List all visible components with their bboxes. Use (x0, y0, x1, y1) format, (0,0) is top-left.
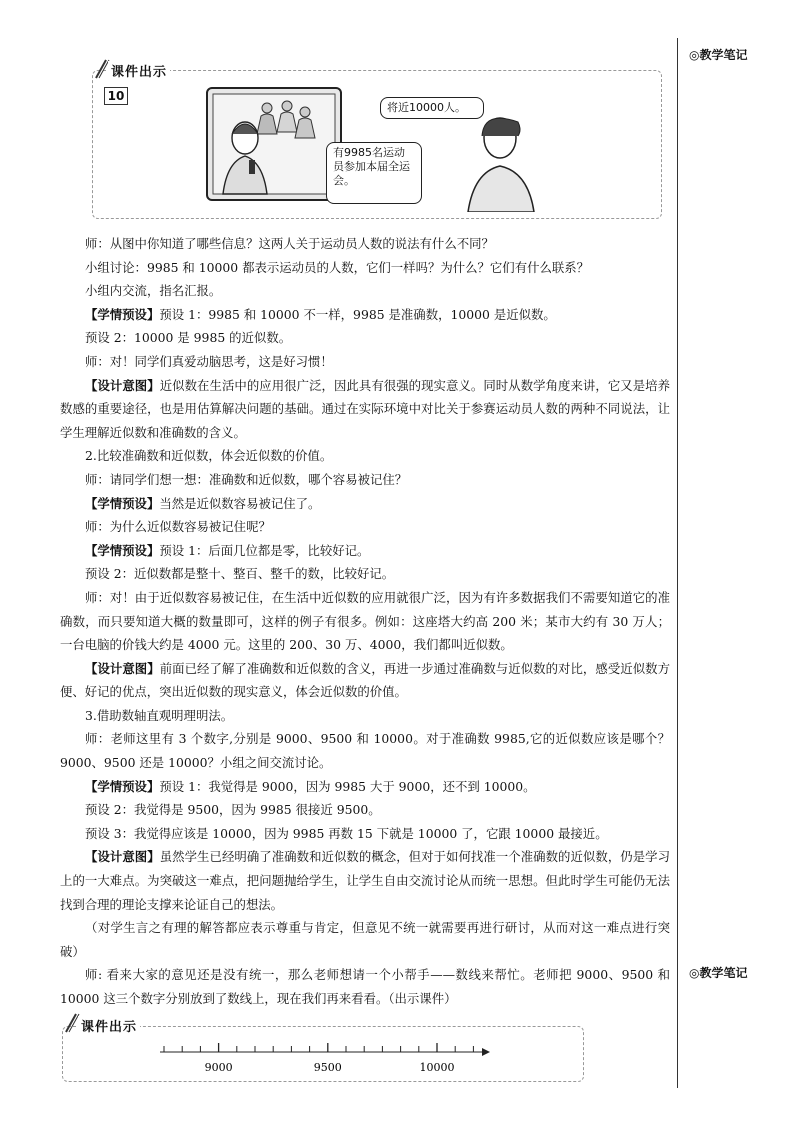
paragraph-text: 预设 1：9985 和 10000 不一样，9985 是准确数，10000 是近似数。 (159, 306, 556, 322)
paragraph-text: 前面已经了解了准确数和近似数的含义，再进一步通过准确数与近似数的对比，感受近似数方便、好记的优点，突出近似数的现实意义，体会近似数的价值。 (60, 660, 671, 700)
paragraph (60, 562, 670, 586)
paragraph (60, 775, 670, 799)
paragraph-text: 2.比较准确数和近似数，体会近似数的价值。 (85, 448, 333, 464)
paragraph (60, 916, 670, 963)
lesson-content (60, 232, 670, 1011)
speech-bubble-reporter: 有9985名运动员参加本届全运会。 (326, 142, 422, 204)
paragraph-text: 师：对！由于近似数容易被记住，在生活中近似数的应用就很广泛，因为有许多数据我们不需要知道它的准确数，而只要知道大概的数量即可，这样的例子有很多。例如：这座塔大约高 200 米；某市大约有 30 万人；一台电脑的价钱大约是 4000 元。这里的 200、30 万、4000，我们都叫近似数。 (60, 589, 670, 653)
paragraph (60, 515, 670, 539)
paragraph (60, 232, 670, 256)
paragraph-text: 虽然学生已经明确了准确数和近似数的概念，但对于如何找准一个准确数的近似数，仍是学习上的一大难点。为突破这一难点，把问题抛给学生，让学生自由交流讨论从而统一思想。但此时学生可能仍无法找到合理的理论支撑来论证自己的想法。 (60, 849, 671, 912)
paragraph-text: （对学生言之有理的解答都应表示尊重与肯定，但意见不统一就需要再进行研讨，从而对这一难点进行突破） (60, 920, 670, 959)
paragraph-text: 预设 2：近似数都是整十、整百、整千的数，比较好记。 (85, 566, 395, 582)
paragraph-text: 师：从图中你知道了哪些信息？这两人关于运动员人数的说法有什么不同？ (85, 236, 494, 251)
paragraph (60, 350, 670, 374)
paragraph (60, 539, 670, 563)
paragraph (60, 468, 670, 492)
paragraph-tag: 【学情预设】 (85, 542, 160, 558)
paragraph (60, 657, 670, 704)
paragraph-text: 当然是近似数容易被记住了。 (159, 495, 321, 511)
paragraph (60, 704, 670, 728)
number-line (150, 1036, 495, 1076)
paragraph-tag: 【学情预设】 (85, 778, 160, 794)
paragraph-text: 小组讨论：9985 和 10000 都表示运动员的人数，它们一样吗？为什么？它们有什么联系？ (85, 259, 590, 275)
paragraph (60, 822, 670, 846)
paragraph-tag: 【设计意图】 (85, 377, 160, 393)
paragraph (60, 444, 670, 468)
paragraph-text: 近似数在生活中的应用很广泛，因此具有很强的现实意义。同时从数学角度来讲，它又是培养数感的重要途径，也是用估算解决问题的基础。通过在实际环境中对比关于参赛运动员人数的两种不同说法，让学生理解近似数和准确数的含义。 (60, 377, 671, 440)
number-line-label: 9500 (313, 1061, 342, 1074)
paragraph (60, 492, 670, 516)
paragraph-tag: 【设计意图】 (85, 849, 160, 865)
paragraph-tag: 【学情预设】 (85, 306, 160, 322)
paragraph (60, 845, 670, 916)
teaching-notes-label: ◎教学笔记 (689, 48, 748, 62)
paragraph (60, 256, 670, 280)
number-line-label: 10000 (419, 1061, 455, 1074)
paragraph-text: 师: 看来大家的意见还是没有统一，那么老师想请一个小帮手——数线来帮忙。老师把 9000、9500 和 10000 这三个数字分别放到了数线上，现在我们再来看看。（出示课件） (60, 967, 670, 1006)
paragraph-text: 师：对！同学们真爱动脑思考，这是好习惯！ (85, 353, 333, 369)
paragraph-text: 师：老师这里有 3 个数字,分别是 9000、9500 和 10000。对于准确数 9985,它的近似数应该是哪个？9000、9500 还是 10000？小组之间交流讨论。 (60, 731, 670, 771)
paragraph-text: 师：请同学们想一想：准确数和近似数，哪个容易被记住？ (85, 471, 408, 487)
speech-bubble-man: 将近10000人。 (380, 97, 484, 119)
paragraph-tag: 【学情预设】 (85, 495, 160, 511)
man-illustration (460, 112, 540, 212)
paragraph (60, 727, 670, 774)
margin-divider (677, 38, 678, 1088)
courseware-title: 课件出示 (78, 1016, 140, 1035)
paragraph-text: 师：为什么近似数容易被记住呢？ (85, 519, 271, 535)
paragraph-text: 预设 1：我觉得是 9000，因为 9985 大于 9000，还不到 10000。 (159, 778, 536, 794)
courseware-title: 课件出示 (108, 61, 170, 80)
paragraph (60, 326, 670, 350)
paragraph-text: 预设 3：我觉得应该是 10000，因为 9985 再数 15 下就是 10000 了，它跟 10000 最接近。 (85, 825, 608, 841)
paragraph (60, 374, 670, 445)
number-line-label: 9000 (204, 1061, 233, 1074)
paragraph-text: 预设 2：10000 是 9985 的近似数。 (85, 330, 292, 346)
paragraph-text: 3.借助数轴直观明理明法。 (85, 707, 234, 723)
paragraph-tag: 【设计意图】 (85, 660, 160, 676)
paragraph (60, 303, 670, 327)
paragraph (60, 798, 670, 822)
teaching-notes-label: ◎教学笔记 (689, 966, 748, 980)
paragraph-text: 小组内交流，指名汇报。 (85, 283, 222, 299)
paragraph (60, 279, 670, 303)
paragraph (60, 963, 670, 1010)
paragraph-text: 预设 2：我觉得是 9500，因为 9985 很接近 9500。 (85, 802, 381, 818)
figure-number: 10 (104, 87, 128, 105)
paragraph-text: 预设 1：后面几位都是零，比较好记。 (159, 542, 370, 558)
paragraph (60, 586, 670, 657)
